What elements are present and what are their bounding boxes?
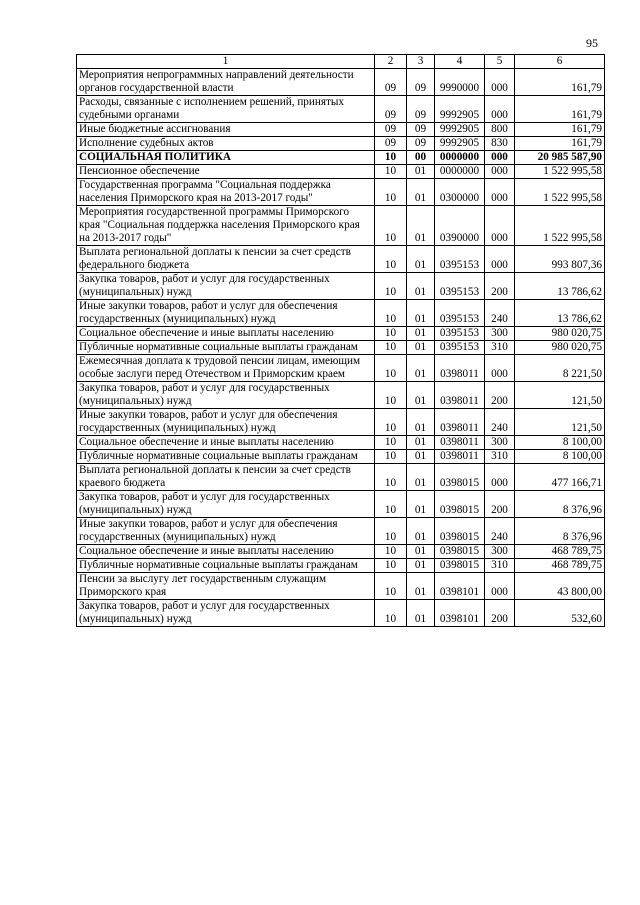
- table-row: [77, 273, 605, 300]
- cell-amount: 1 522 995,58: [515, 165, 605, 179]
- cell-expense-type: 240: [485, 518, 515, 545]
- cell-expense-type: 200: [485, 273, 515, 300]
- cell-amount: 468 789,75: [515, 545, 605, 559]
- cell-name: Мероприятия непрограммных направлений деятельности органов государственной власти: [77, 69, 375, 96]
- table-row: [77, 382, 605, 409]
- cell-target-article: 0398011: [435, 355, 485, 382]
- cell-subsection: 01: [407, 518, 435, 545]
- cell-target-article: 0395153: [435, 273, 485, 300]
- cell-subsection: 01: [407, 573, 435, 600]
- cell-name: Ежемесячная доплата к трудовой пенсии лицам, имеющим особые заслуги перед Отечеством и Приморским краем: [77, 355, 375, 382]
- cell-subsection: 01: [407, 206, 435, 246]
- cell-expense-type: 000: [485, 165, 515, 179]
- cell-expense-type: 800: [485, 123, 515, 137]
- table-row: [77, 518, 605, 545]
- cell-target-article: 0398011: [435, 450, 485, 464]
- cell-section: 10: [375, 355, 407, 382]
- cell-amount: 8 376,96: [515, 491, 605, 518]
- cell-name: Мероприятия государственной программы Приморского края "Социальная поддержка населения Приморского края на 2013-2017 годы": [77, 206, 375, 246]
- cell-target-article: 0398011: [435, 436, 485, 450]
- cell-subsection: 09: [407, 96, 435, 123]
- cell-name: Публичные нормативные социальные выплаты гражданам: [77, 450, 375, 464]
- cell-target-article: 0398015: [435, 518, 485, 545]
- cell-target-article: 9990000: [435, 69, 485, 96]
- cell-amount: 477 166,71: [515, 464, 605, 491]
- cell-amount: 161,79: [515, 69, 605, 96]
- table-body: [77, 69, 605, 627]
- cell-amount: 8 100,00: [515, 450, 605, 464]
- cell-amount: 121,50: [515, 409, 605, 436]
- cell-target-article: 0000000: [435, 165, 485, 179]
- table-row: [77, 573, 605, 600]
- cell-target-article: 0398011: [435, 409, 485, 436]
- cell-name: Государственная программа "Социальная поддержка населения Приморского края на 2013-2017 годы": [77, 179, 375, 206]
- cell-target-article: 0395153: [435, 341, 485, 355]
- cell-section: 10: [375, 206, 407, 246]
- cell-expense-type: 310: [485, 450, 515, 464]
- cell-section: 10: [375, 464, 407, 491]
- cell-amount: 980 020,75: [515, 341, 605, 355]
- cell-section: 10: [375, 450, 407, 464]
- cell-expense-type: 240: [485, 300, 515, 327]
- cell-target-article: 0395153: [435, 300, 485, 327]
- cell-subsection: 01: [407, 450, 435, 464]
- cell-expense-type: 310: [485, 559, 515, 573]
- column-header: 4: [435, 55, 485, 69]
- cell-subsection: 01: [407, 559, 435, 573]
- cell-expense-type: 300: [485, 327, 515, 341]
- cell-expense-type: 000: [485, 206, 515, 246]
- table-row: [77, 246, 605, 273]
- cell-subsection: 01: [407, 246, 435, 273]
- cell-amount: 8 221,50: [515, 355, 605, 382]
- table-row: [77, 436, 605, 450]
- cell-name: Социальное обеспечение и иные выплаты населению: [77, 545, 375, 559]
- cell-expense-type: 200: [485, 600, 515, 627]
- cell-section: 10: [375, 573, 407, 600]
- cell-expense-type: 000: [485, 151, 515, 165]
- cell-subsection: 01: [407, 600, 435, 627]
- cell-amount: 161,79: [515, 137, 605, 151]
- column-header: 1: [77, 55, 375, 69]
- cell-section: 10: [375, 179, 407, 206]
- cell-subsection: 01: [407, 327, 435, 341]
- cell-expense-type: 000: [485, 355, 515, 382]
- cell-name: Иные бюджетные ассигнования: [77, 123, 375, 137]
- cell-subsection: 01: [407, 341, 435, 355]
- cell-name: Выплата региональной доплаты к пенсии за счет средств федерального бюджета: [77, 246, 375, 273]
- cell-subsection: 09: [407, 137, 435, 151]
- cell-amount: 13 786,62: [515, 273, 605, 300]
- table-row: [77, 96, 605, 123]
- table-row: [77, 206, 605, 246]
- cell-name: Расходы, связанные с исполнением решений, принятых судебными органами: [77, 96, 375, 123]
- cell-subsection: 01: [407, 545, 435, 559]
- cell-target-article: 0398015: [435, 464, 485, 491]
- cell-name: Иные закупки товаров, работ и услуг для обеспечения государственных (муниципальных) нужд: [77, 300, 375, 327]
- table-row: [77, 409, 605, 436]
- column-header: 5: [485, 55, 515, 69]
- cell-name: Иные закупки товаров, работ и услуг для обеспечения государственных (муниципальных) нужд: [77, 409, 375, 436]
- table-row: [77, 600, 605, 627]
- cell-target-article: 0398011: [435, 382, 485, 409]
- cell-section: 10: [375, 436, 407, 450]
- column-header: 2: [375, 55, 407, 69]
- cell-section: 09: [375, 69, 407, 96]
- cell-target-article: 0390000: [435, 206, 485, 246]
- table-row: [77, 137, 605, 151]
- cell-amount: 13 786,62: [515, 300, 605, 327]
- cell-target-article: 0398101: [435, 573, 485, 600]
- cell-expense-type: 310: [485, 341, 515, 355]
- cell-target-article: 0300000: [435, 179, 485, 206]
- cell-section: 10: [375, 341, 407, 355]
- table-row: [77, 355, 605, 382]
- column-header: 6: [515, 55, 605, 69]
- cell-amount: 121,50: [515, 382, 605, 409]
- column-header: 3: [407, 55, 435, 69]
- table-row: [77, 450, 605, 464]
- budget-table: [76, 54, 605, 627]
- cell-section: 09: [375, 123, 407, 137]
- cell-section: 10: [375, 151, 407, 165]
- cell-section: 10: [375, 300, 407, 327]
- cell-name: Пенсии за выслугу лет государственным служащим Приморского края: [77, 573, 375, 600]
- cell-section: 09: [375, 96, 407, 123]
- cell-name: Пенсионное обеспечение: [77, 165, 375, 179]
- cell-section: 10: [375, 246, 407, 273]
- cell-subsection: 01: [407, 464, 435, 491]
- cell-amount: 8 376,96: [515, 518, 605, 545]
- cell-section: 10: [375, 491, 407, 518]
- cell-name: Закупка товаров, работ и услуг для государственных (муниципальных) нужд: [77, 491, 375, 518]
- cell-expense-type: 000: [485, 69, 515, 96]
- cell-expense-type: 200: [485, 491, 515, 518]
- page-number: 95: [586, 36, 598, 50]
- cell-section: 10: [375, 273, 407, 300]
- cell-amount: 43 800,00: [515, 573, 605, 600]
- cell-name: Закупка товаров, работ и услуг для государственных (муниципальных) нужд: [77, 382, 375, 409]
- cell-subsection: 01: [407, 436, 435, 450]
- cell-subsection: 09: [407, 69, 435, 96]
- table-row: [77, 151, 605, 165]
- table-row: [77, 69, 605, 96]
- cell-amount: 161,79: [515, 123, 605, 137]
- cell-name: Публичные нормативные социальные выплаты гражданам: [77, 341, 375, 355]
- cell-name: Выплата региональной доплаты к пенсии за счет средств краевого бюджета: [77, 464, 375, 491]
- cell-target-article: 9992905: [435, 96, 485, 123]
- cell-amount: 20 985 587,90: [515, 151, 605, 165]
- cell-section: 09: [375, 137, 407, 151]
- cell-expense-type: 300: [485, 545, 515, 559]
- cell-amount: 468 789,75: [515, 559, 605, 573]
- cell-subsection: 01: [407, 300, 435, 327]
- cell-amount: 1 522 995,58: [515, 179, 605, 206]
- cell-subsection: 01: [407, 491, 435, 518]
- cell-name: Закупка товаров, работ и услуг для государственных (муниципальных) нужд: [77, 273, 375, 300]
- cell-subsection: 00: [407, 151, 435, 165]
- cell-subsection: 01: [407, 273, 435, 300]
- table-header-row: [77, 55, 605, 69]
- cell-section: 10: [375, 382, 407, 409]
- cell-expense-type: 830: [485, 137, 515, 151]
- table-row: [77, 123, 605, 137]
- table-row: [77, 491, 605, 518]
- cell-expense-type: 000: [485, 179, 515, 206]
- cell-section: 10: [375, 559, 407, 573]
- cell-expense-type: 000: [485, 573, 515, 600]
- cell-amount: 8 100,00: [515, 436, 605, 450]
- cell-section: 10: [375, 600, 407, 627]
- table-row: [77, 179, 605, 206]
- cell-amount: 532,60: [515, 600, 605, 627]
- cell-target-article: 0395153: [435, 246, 485, 273]
- cell-expense-type: 000: [485, 464, 515, 491]
- table-row: [77, 559, 605, 573]
- table-row: [77, 545, 605, 559]
- table-row: [77, 464, 605, 491]
- cell-expense-type: 300: [485, 436, 515, 450]
- cell-subsection: 01: [407, 165, 435, 179]
- cell-target-article: 0398015: [435, 545, 485, 559]
- table-row: [77, 327, 605, 341]
- cell-target-article: 0395153: [435, 327, 485, 341]
- cell-subsection: 01: [407, 355, 435, 382]
- cell-target-article: 0398015: [435, 491, 485, 518]
- cell-subsection: 09: [407, 123, 435, 137]
- cell-amount: 161,79: [515, 96, 605, 123]
- cell-section: 10: [375, 327, 407, 341]
- cell-section: 10: [375, 545, 407, 559]
- cell-expense-type: 240: [485, 409, 515, 436]
- cell-amount: 993 807,36: [515, 246, 605, 273]
- cell-target-article: 0398015: [435, 559, 485, 573]
- cell-expense-type: 000: [485, 246, 515, 273]
- cell-amount: 980 020,75: [515, 327, 605, 341]
- cell-name: Закупка товаров, работ и услуг для государственных (муниципальных) нужд: [77, 600, 375, 627]
- cell-name: Иные закупки товаров, работ и услуг для обеспечения государственных (муниципальных) нужд: [77, 518, 375, 545]
- cell-name: Социальное обеспечение и иные выплаты населению: [77, 327, 375, 341]
- cell-name: СОЦИАЛЬНАЯ ПОЛИТИКА: [77, 151, 375, 165]
- cell-name: Публичные нормативные социальные выплаты гражданам: [77, 559, 375, 573]
- cell-subsection: 01: [407, 409, 435, 436]
- cell-subsection: 01: [407, 382, 435, 409]
- cell-expense-type: 200: [485, 382, 515, 409]
- cell-name: Социальное обеспечение и иные выплаты населению: [77, 436, 375, 450]
- cell-section: 10: [375, 165, 407, 179]
- cell-amount: 1 522 995,58: [515, 206, 605, 246]
- cell-section: 10: [375, 518, 407, 545]
- table-row: [77, 165, 605, 179]
- cell-target-article: 0398101: [435, 600, 485, 627]
- cell-subsection: 01: [407, 179, 435, 206]
- table-row: [77, 341, 605, 355]
- cell-target-article: 9992905: [435, 137, 485, 151]
- cell-name: Исполнение судебных актов: [77, 137, 375, 151]
- table-row: [77, 300, 605, 327]
- cell-expense-type: 000: [485, 96, 515, 123]
- cell-section: 10: [375, 409, 407, 436]
- cell-target-article: 0000000: [435, 151, 485, 165]
- cell-target-article: 9992905: [435, 123, 485, 137]
